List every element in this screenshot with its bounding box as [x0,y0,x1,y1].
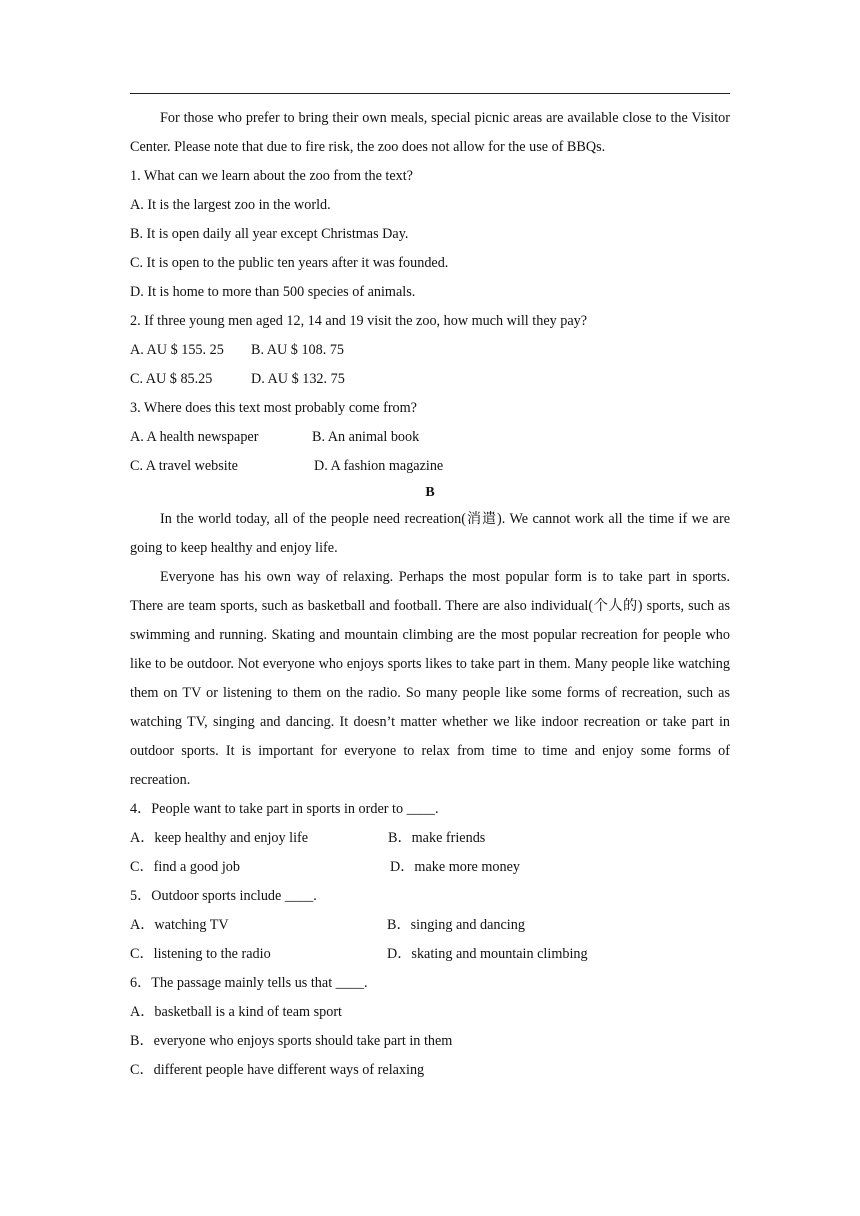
q3-option-c: C. A travel website [130,458,238,474]
passage-b-paragraph-2: Everyone has his own way of relaxing. Perhaps the most popular form is to take part in sports. There are team sports, such as basketball and football. There are also individual(个人的) sports, such as swimming and running. Skating and mountain climbing are the most popular recreation for people who like to be outdoor. Not everyone who enjoys sports likes to take part in them. Many people like watching them on TV or listening to them on the radio. So many people like some forms of recreation, such as watching TV, singing and dancing. It doesn’t matter whether we like indoor recreation or take part in outdoor sports. It is important for everyone to relax from time to time and enjoy some forms of recreation. [130,569,730,788]
q2-options-row-1 [130,336,730,365]
document-page [130,104,730,1085]
q4-option-a: A．keep healthy and enjoy life [130,830,309,846]
header-rule [130,93,730,94]
q3-options-row-2 [130,452,730,481]
q2-option-a: A. AU $ 155. 25 [130,342,224,358]
q4-options-row-1 [130,824,730,853]
q6-stem: 6．The passage mainly tells us that ____. [130,975,368,991]
q1-option-c: C. It is open to the public ten years after it was founded. [130,255,449,271]
q1-option-b: B. It is open daily all year except Christmas Day. [130,226,409,242]
q4-option-c: C．find a good job [130,859,240,875]
q3-stem: 3. Where does this text most probably come from? [130,400,417,416]
q2-option-d: D. AU $ 132. 75 [251,371,345,387]
q2-option-c: C. AU $ 85.25 [130,371,213,387]
q5-option-d: D．skating and mountain climbing [387,946,588,962]
q4-option-b: B．make friends [388,830,486,846]
q5-stem: 5．Outdoor sports include ____. [130,888,317,904]
q6-option-c: C．different people have different ways of relaxing [130,1062,425,1078]
q5-option-b: B．singing and dancing [387,917,525,933]
q6-option-a: A．basketball is a kind of team sport [130,1004,342,1020]
q6-option-b: B．everyone who enjoys sports should take part in them [130,1033,453,1049]
q3-options-row-1 [130,423,730,452]
q2-stem: 2. If three young men aged 12, 14 and 19 visit the zoo, how much will they pay? [130,313,588,329]
q4-option-d: D．make more money [390,859,521,875]
q1-option-a: A. It is the largest zoo in the world. [130,197,331,213]
q4-stem: 4．People want to take part in sports in order to ____. [130,801,439,817]
q2-options-row-2 [130,365,730,394]
q2-option-b: B. AU $ 108. 75 [251,342,345,358]
q1-stem: 1. What can we learn about the zoo from the text? [130,168,413,184]
q4-options-row-2 [130,853,730,882]
passage-a-end-paragraph: For those who prefer to bring their own meals, special picnic areas are available close to the Visitor Center. Please note that due to fire risk, the zoo does not allow for the use of BBQs. [130,110,730,155]
q3-option-a: A. A health newspaper [130,429,259,445]
q3-option-d: D. A fashion magazine [314,458,444,474]
q5-options-row-1 [130,911,730,940]
q3-option-b: B. An animal book [312,429,420,445]
q5-option-c: C．listening to the radio [130,946,271,962]
q5-options-row-2 [130,940,730,969]
q5-option-a: A．watching TV [130,917,229,933]
section-b-heading: B [425,485,435,500]
q1-option-d: D. It is home to more than 500 species of animals. [130,284,416,300]
passage-b-paragraph-1: In the world today, all of the people need recreation(消遣). We cannot work all the time if we are going to keep healthy and enjoy life. [130,511,730,556]
